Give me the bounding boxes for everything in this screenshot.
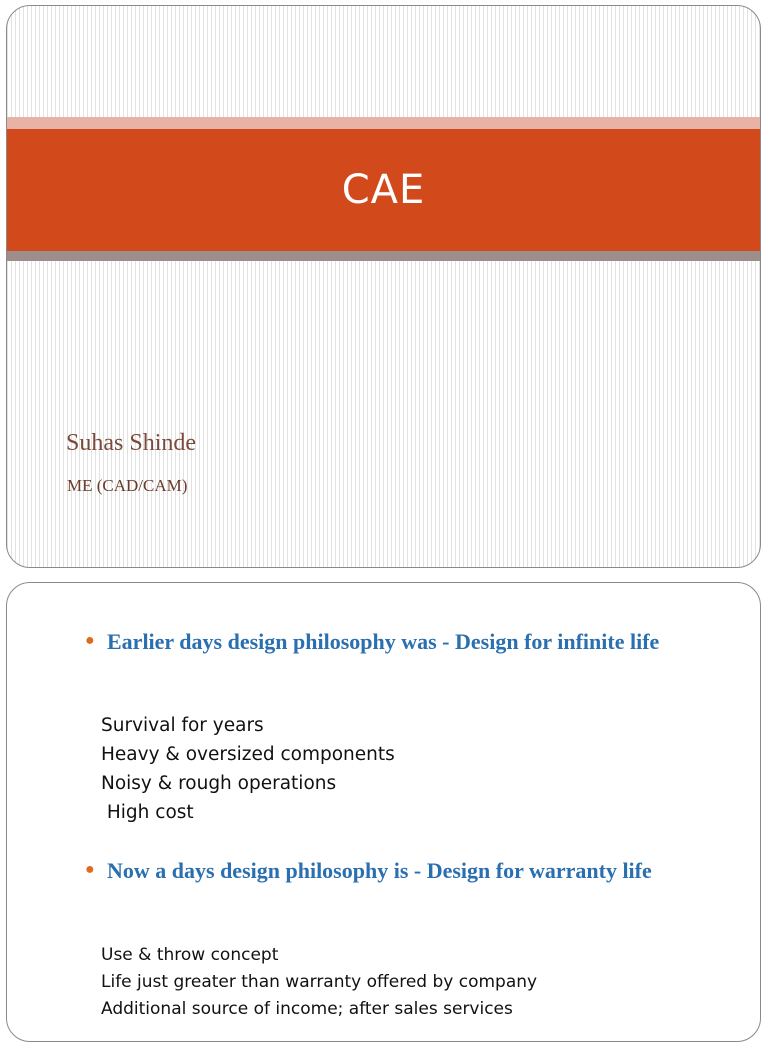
earlier-points-list [101,711,395,827]
list-item: Noisy & rough operations [101,773,337,794]
slide-title: CAE [341,167,426,213]
bullet-text: Earlier days design philosophy was - Design for infinite life [107,629,660,654]
bullet-dot-icon: ● [85,861,95,878]
bullet-dot-icon: ● [85,632,95,649]
list-item: Additional source of income; after sales services [101,999,513,1019]
list-item: High cost [101,802,194,823]
content-slide [6,582,761,1042]
list-item: Life just greater than warranty offered by company [101,972,538,992]
title-slide [6,5,761,568]
list-item: Use & throw concept [101,945,279,965]
title-banner [7,129,760,251]
current-points-list [101,942,537,1023]
bullet-current-philosophy [85,858,725,883]
banner-top-stripe [7,117,760,129]
list-item: Heavy & oversized components [101,744,395,765]
banner-bottom-stripe [7,251,760,261]
bullet-earlier-philosophy [85,629,725,654]
list-item: Survival for years [101,715,264,736]
bullet-text: Now a days design philosophy is - Design for warranty life [107,858,652,883]
author-name: Suhas Shinde [66,430,197,456]
author-degree: ME (CAD/CAM) [67,476,188,495]
